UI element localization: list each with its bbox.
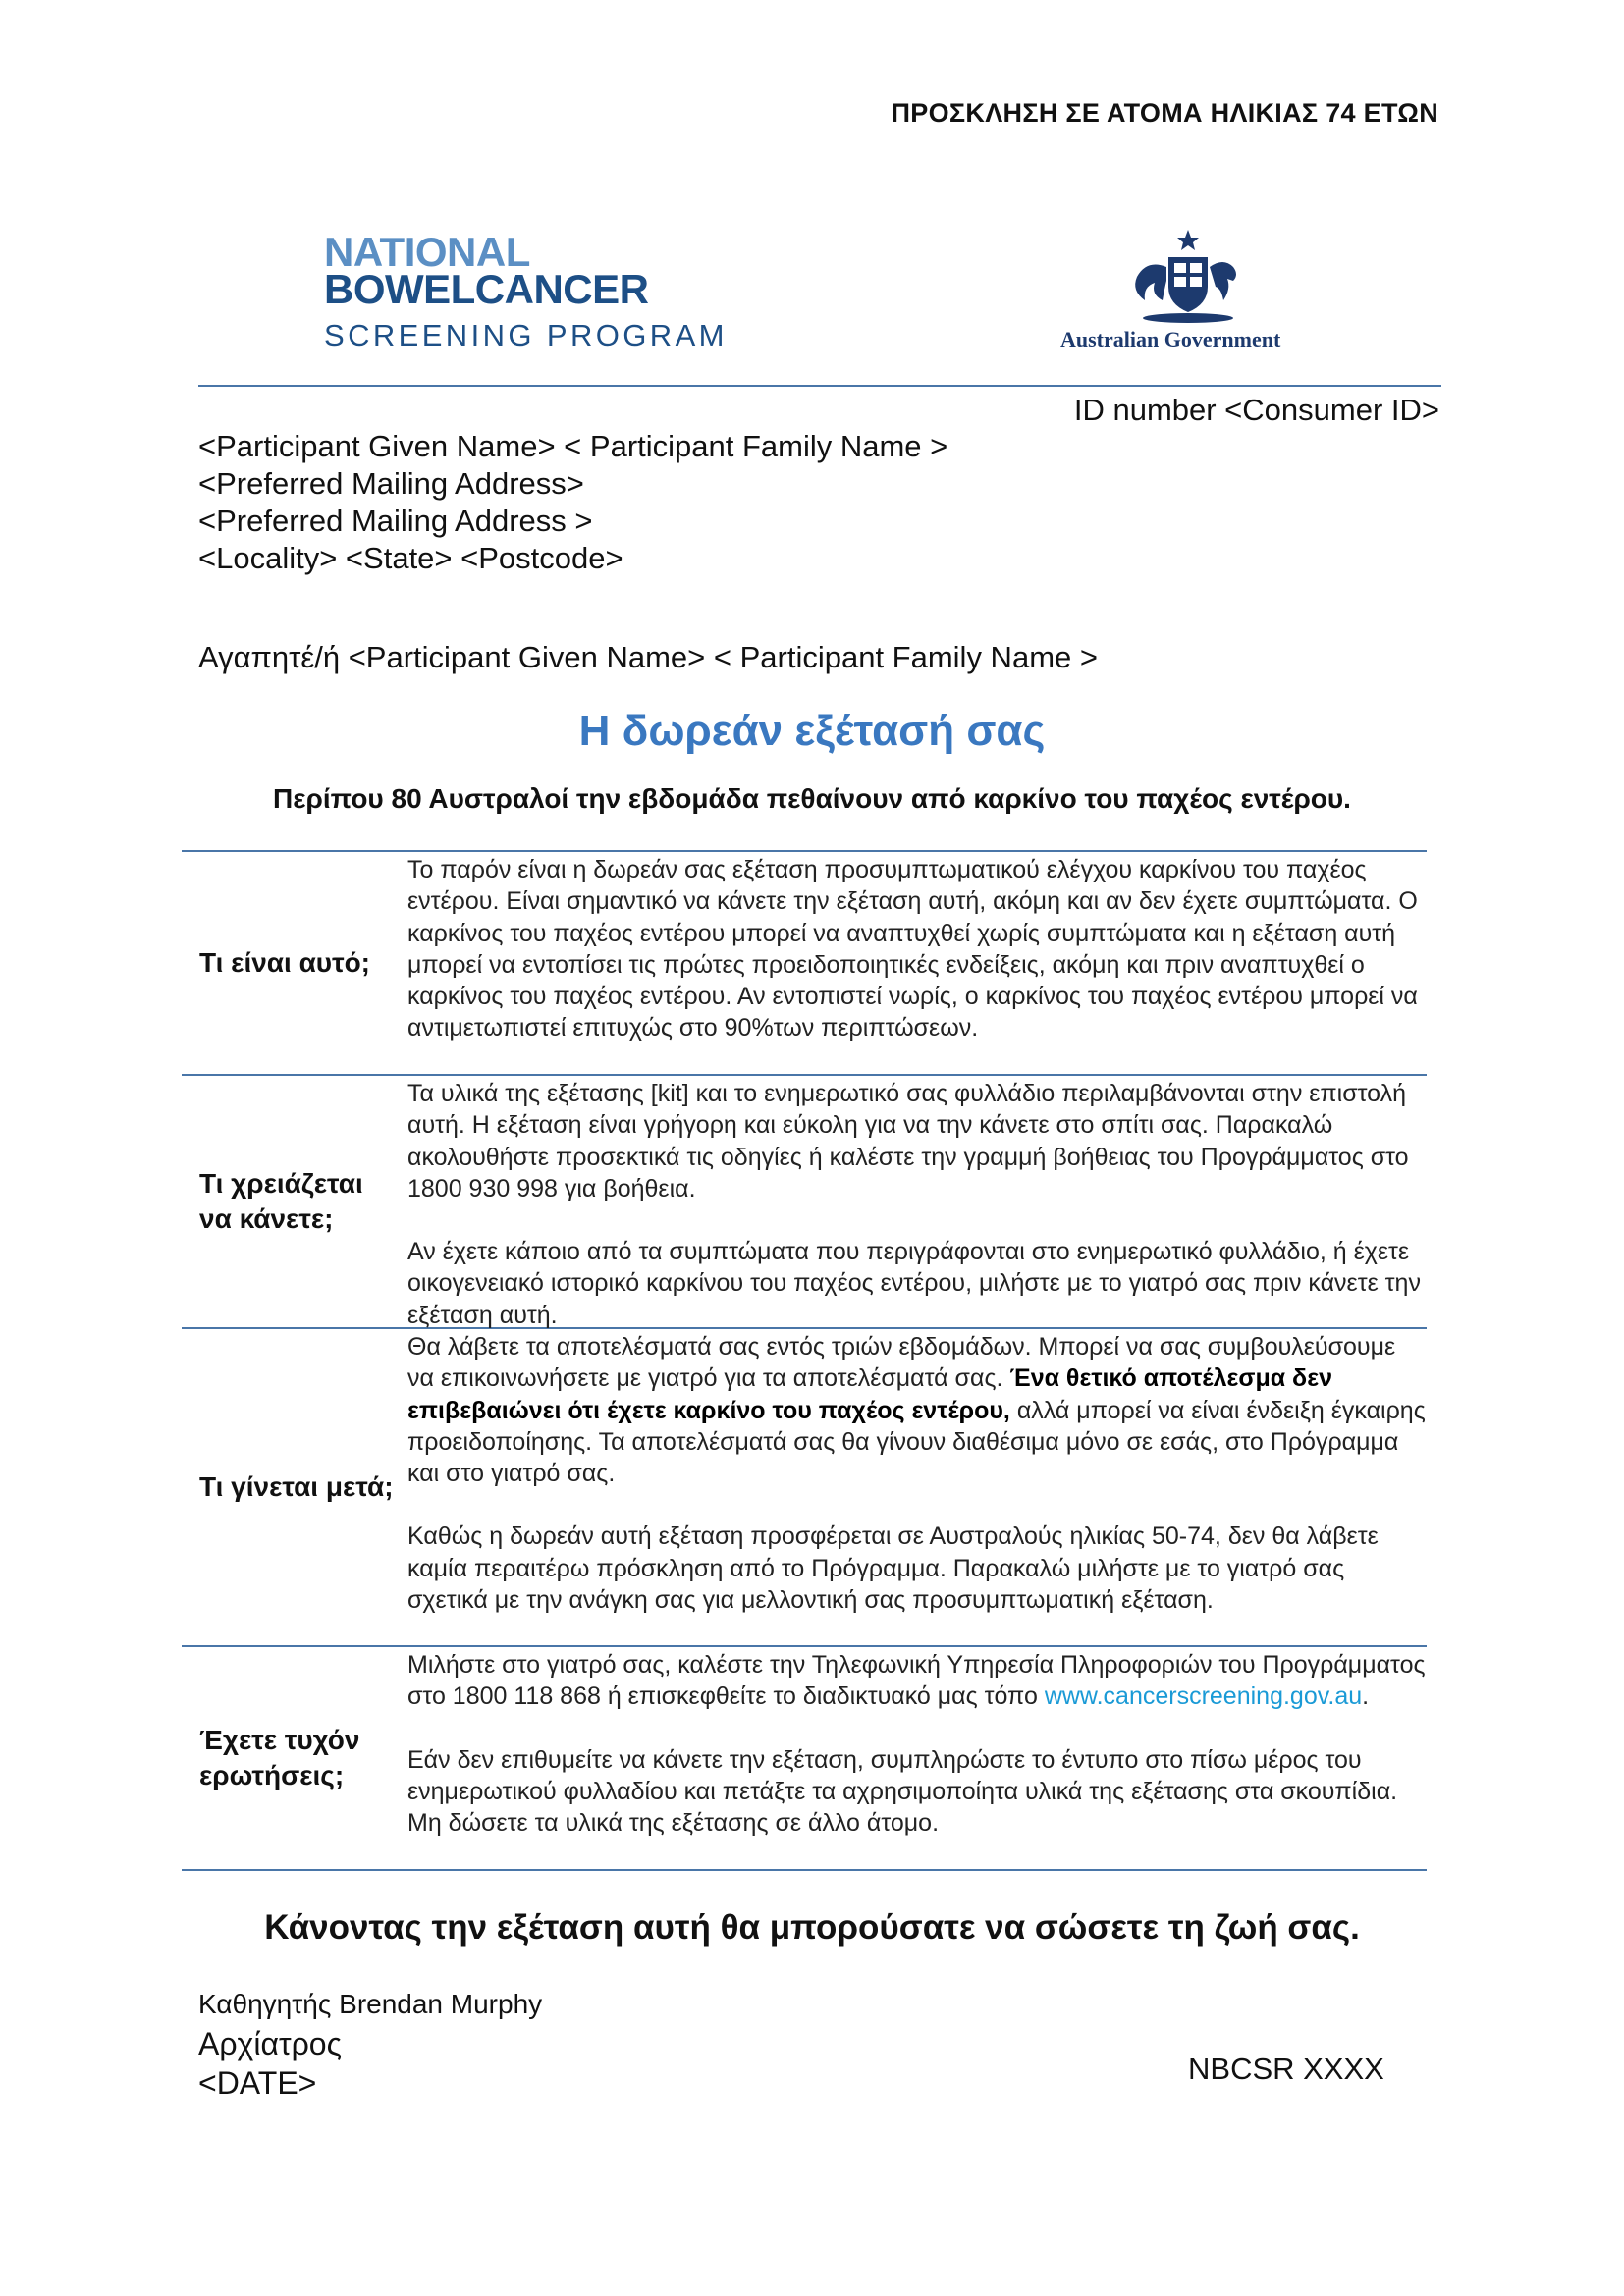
- row-paragraph: Εάν δεν επιθυμείτε να κάνετε την εξέταση, συμπληρώστε το έντυπο στο πίσω μέρος του ενημερωτικού φυλλαδίου και πετάξτε τα αχρησιμοποίητα υλικά της εξέτασης στα σκουπίδια. Μη δώσετε τα υλικά της εξέτασης σε άλλο άτομο.: [407, 1745, 1398, 1838]
- logo-line-screening: SCREENING PROGRAM: [324, 318, 728, 352]
- row-paragraph: Καθώς η δωρεάν αυτή εξέταση προσφέρεται σε Αυστραλούς ηλικίας 50-74, δεν θα λάβετε καμία περαιτέρω πρόσκληση από το Πρόγραμμα. Παρακαλώ μιλήστε με το γιατρό σας σχετικά με την ανάγκη σας για μελλοντική σας προσυμπτωματική εξέταση.: [407, 1522, 1379, 1615]
- closing-statement: Κάνοντας την εξέταση αυτή θα μπορούσατε να σώσετε τη ζωή σας.: [264, 1908, 1360, 1947]
- info-table: [182, 850, 1427, 1871]
- row-paragraph: Το παρόν είναι η δωρεάν σας εξέταση προσυμπτωματικού ελέγχου καρκίνου του παχέος εντέρου. Είναι σημαντικό να κάνετε την εξέταση αυτή, ακόμη και αν δεν έχετε συμπτώματα. Ο καρκίνος του παχέος εντέρου μπορεί να αναπτυχθεί χωρίς συμπτώματα και η εξέταση αυτή μπορεί να εντοπίσει τις πρώτες προειδοποιητικές ενδείξεις, ακόμη και πριν αναπτυχθεί ο καρκίνος του παχέος εντέρου. Αν εντοπιστεί νωρίς, ο καρκίνος του παχέος εντέρου μπορεί να αντιμετωπιστεί επιτυχώς στο 90%των περιπτώσεων.: [407, 856, 1418, 1042]
- address-line: <Locality> <State> <Postcode>: [198, 541, 623, 575]
- row-body: [396, 852, 1427, 1074]
- australian-government-label: Australian Government: [1060, 327, 1281, 351]
- row-paragraph: Τα υλικά της εξέτασης [kit] και το ενημερωτικό σας φυλλάδιο περιλαμβάνονται στην επιστολή αυτή. Η εξέταση είναι γρήγορη και εύκολη για να την κάνετε στο σπίτι σας. Παρακαλώ ακολουθήστε προσεκτικά τις οδηγίες ή καλέστε την γραμμή βοήθειας του Προγράμματος στο 1800 930 998 για βοήθεια.: [407, 1080, 1409, 1202]
- reference-code: NBCSR XXXX: [1188, 2052, 1384, 2086]
- subtitle: Περίπου 80 Αυστραλοί την εβδομάδα πεθαίνουν από καρκίνο του παχέος εντέρου.: [273, 783, 1351, 814]
- row-paragraph: Αν έχετε κάποιο από τα συμπτώματα που περιγράφονται στο ενημερωτικό φυλλάδιο, ή έχετε οικογενειακό ιστορικό καρκίνου του παχέος εντέρου, μιλήστε με το γιατρό σας πριν κάνετε την εξέταση αυτή.: [407, 1238, 1421, 1329]
- row-label: Τι είναι αυτό;: [199, 947, 371, 978]
- row-label: Έχετε τυχόν ερωτήσεις;: [199, 1725, 360, 1790]
- table-row-next: [182, 1329, 1427, 1647]
- salutation: Αγαπητέ/ή <Participant Given Name> < Participant Family Name >: [198, 640, 1098, 674]
- row-label: Τι χρειάζεται να κάνετε;: [199, 1168, 363, 1234]
- row-paragraph: [407, 1331, 1427, 1489]
- letter-date: <DATE>: [198, 2065, 317, 2101]
- signature-block: [198, 1985, 542, 2103]
- address-line: <Preferred Mailing Address>: [198, 466, 584, 501]
- logo-line-bowelcancer: BOWELCANCER: [324, 266, 649, 312]
- invitation-header: ΠΡΟΣΚΛΗΣΗ ΣΕ ΑΤΟΜΑ ΗΛΙΚΙΑΣ 74 ΕΤΩΝ: [891, 98, 1438, 128]
- coat-of-arms-icon: [1119, 228, 1257, 326]
- nbcsp-logo: [324, 229, 728, 353]
- logo-line-national: NATIONAL: [324, 229, 530, 275]
- row-body: [396, 1647, 1427, 1869]
- text-run: Θα λάβετε τα αποτελέσματά σας εντός τριών εβδομάδων. Μπορεί να σας συμβουλεύσουμε να επικοινωνήσετε με γιατρό για τα αποτελέσματά σας.: [407, 1333, 1396, 1393]
- table-row-what: [182, 852, 1427, 1076]
- row-body: [396, 1329, 1427, 1645]
- page-title: Η δωρεάν εξέτασή σας: [578, 707, 1046, 755]
- signatory-role: Αρχίατρος: [198, 2026, 343, 2061]
- website-link[interactable]: www.cancerscreening.gov.au: [1044, 1682, 1363, 1711]
- text-run: .: [1362, 1682, 1370, 1711]
- consumer-id: ID number <Consumer ID>: [1073, 393, 1439, 427]
- text-run: Μιλήστε στο γιατρό σας, καλέστε την Τηλεφωνική Υπηρεσία Πληροφοριών του Προγράμματος στο 1800 118 868 ή επισκεφθείτε το διαδικτυακό μας τόπο: [407, 1651, 1426, 1711]
- table-row-todo: [182, 1076, 1427, 1329]
- signatory-name: Καθηγητής Brendan Murphy: [198, 1989, 543, 2019]
- text-run: αλλά μπορεί να είναι ένδειξη έγκαιρης προειδοποίησης. Τα αποτελέσματά σας θα γίνουν διαθέσιμα μόνο σε εσάς, στο Πρόγραμμα και στο γιατρό σας.: [407, 1396, 1426, 1488]
- address-line: <Participant Given Name> < Participant Family Name >: [198, 429, 948, 463]
- row-body: [396, 1076, 1427, 1327]
- table-row-questions: [182, 1647, 1427, 1869]
- address-line: <Preferred Mailing Address >: [198, 504, 593, 538]
- row-label: Τι γίνεται μετά;: [199, 1471, 394, 1502]
- emphasis-text: Ένα θετικό αποτέλεσμα δεν επιβεβαιώνει ότι έχετε καρκίνο του παχέος εντέρου,: [407, 1364, 1332, 1424]
- header-divider: [198, 385, 1441, 387]
- row-paragraph: [407, 1649, 1427, 1713]
